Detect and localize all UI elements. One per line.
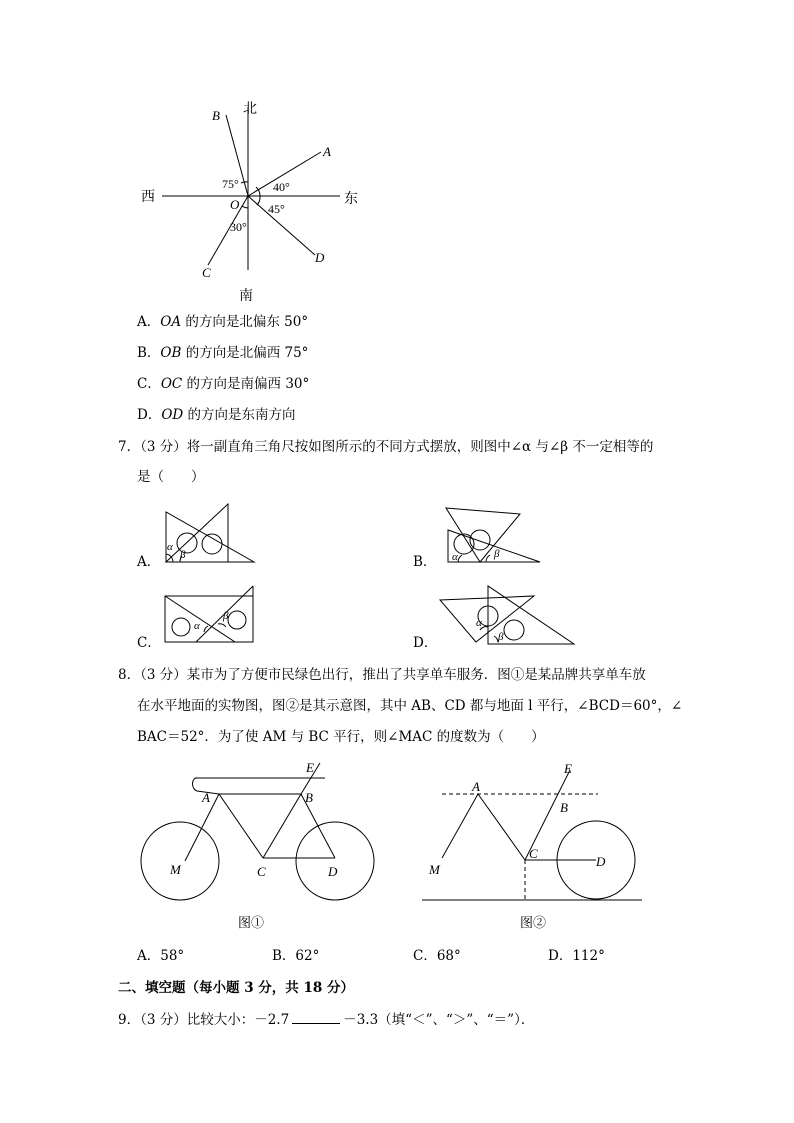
point-a-label: A xyxy=(323,144,331,159)
q8-stem-line1: 8．（3 分）某市为了方便市民绿色出行，推出了共享单车服务．图①是某品牌共享单车放 xyxy=(118,667,646,683)
q7-option-d-letter[interactable]: D． xyxy=(413,635,438,651)
q7-figure-d xyxy=(436,584,582,646)
q7-stem-line1: 7．（3 分）将一副直角三角尺按如图所示的不同方式摆放，则图中∠α 与∠β 不一定相等的 xyxy=(118,439,654,455)
q8-stem-line2: 在水平地面的实物图，图②是其示意图，其中 AB、CD 都与地面 l 平行，∠BCD＝60°，∠ xyxy=(137,698,683,714)
schem-point-d: D xyxy=(596,854,606,869)
angle-30-label: 30° xyxy=(230,220,247,234)
west-label: 西 xyxy=(141,190,155,205)
point-c-label: C xyxy=(202,265,211,280)
alpha-label: α xyxy=(476,617,482,629)
schem-point-m: M xyxy=(429,862,440,877)
q8-option-d[interactable]: D．112° xyxy=(548,948,605,964)
q6-option-a[interactable]: A．OA 的方向是北偏东 50° xyxy=(137,314,309,330)
bike-point-a: A xyxy=(202,790,210,805)
bike-point-m: M xyxy=(170,862,181,877)
bike-point-d: D xyxy=(328,864,338,879)
q6-option-b[interactable]: B．OB 的方向是北偏西 75° xyxy=(137,345,309,361)
alpha-label: α xyxy=(452,551,458,563)
schem-point-c: C xyxy=(529,846,538,861)
q9-stem: 9．（3 分）比较大小：－2.7 －3.3（填“＜”、“＞”、“＝”）． xyxy=(118,1012,535,1028)
beta-label: β xyxy=(494,548,500,560)
q7-figure-a xyxy=(160,500,260,566)
schem-point-b: B xyxy=(560,800,568,815)
alpha-label: α xyxy=(194,620,200,632)
q7-stem-line2: 是（ ） xyxy=(137,469,205,485)
east-label: 东 xyxy=(344,192,358,207)
angle-40-label: 40° xyxy=(273,180,290,194)
point-o-label: O xyxy=(230,197,240,212)
q7-figure-b xyxy=(436,504,548,566)
compass-figure xyxy=(130,95,370,305)
q7-option-a-letter[interactable]: A． xyxy=(137,554,161,570)
q8-stem-line3: BAC＝52°．为了使 AM 与 BC 平行，则∠MAC 的度数为（ ） xyxy=(137,729,545,745)
q6-option-c[interactable]: C．OC 的方向是南偏西 30° xyxy=(137,376,310,392)
north-label: 北 xyxy=(243,102,257,117)
alpha-label: α xyxy=(167,541,173,553)
beta-label: β xyxy=(498,631,504,643)
q7-figure-c xyxy=(160,584,260,646)
beta-label: β xyxy=(180,549,186,561)
answer-blank[interactable] xyxy=(292,1011,340,1024)
fig1-caption: 图① xyxy=(238,916,265,931)
bicycle-figure xyxy=(135,758,380,908)
fig2-caption: 图② xyxy=(520,916,547,931)
south-label: 南 xyxy=(239,289,253,304)
schem-point-a: A xyxy=(472,779,480,794)
point-d-label: D xyxy=(315,250,325,265)
schem-point-e: E xyxy=(564,761,572,776)
q6-option-d[interactable]: D．OD 的方向是东南方向 xyxy=(137,407,296,423)
angle-75-label: 75° xyxy=(222,177,239,191)
q8-option-a[interactable]: A．58° xyxy=(137,948,185,964)
q7-option-b-letter[interactable]: B． xyxy=(413,554,437,570)
schematic-figure xyxy=(418,758,648,908)
q7-option-c-letter[interactable]: C． xyxy=(137,635,161,651)
bike-point-e: E xyxy=(306,760,314,775)
angle-45-label: 45° xyxy=(268,202,285,216)
q8-option-c[interactable]: C．68° xyxy=(413,948,461,964)
point-b-label: B xyxy=(212,108,220,123)
beta-label: β xyxy=(223,610,229,622)
bike-point-b: B xyxy=(305,790,313,805)
section-heading: 二、填空题（每小题 3 分，共 18 分） xyxy=(118,980,354,996)
q8-option-b[interactable]: B．62° xyxy=(272,948,320,964)
bike-point-c: C xyxy=(257,864,266,879)
